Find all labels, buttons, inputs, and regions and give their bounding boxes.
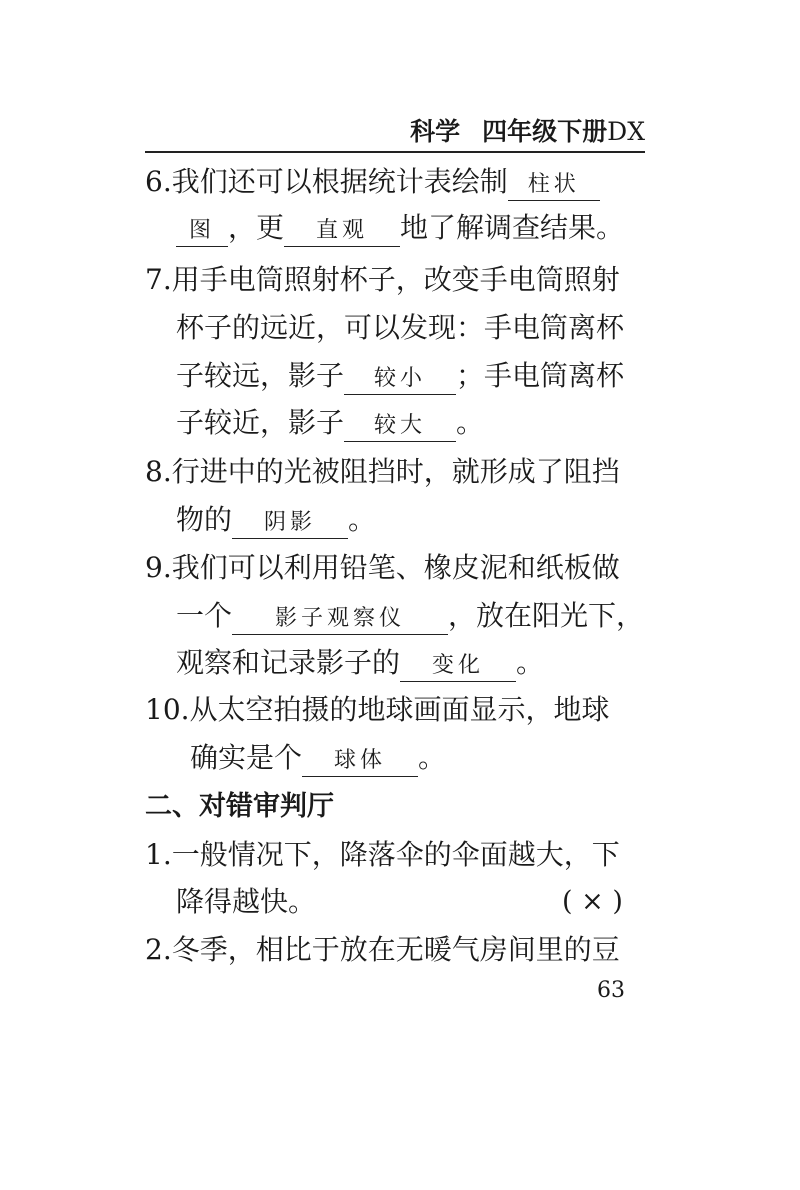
q10-line2 <box>190 740 446 777</box>
tf1-text1: 一般情况下，降落伞的伞面越大，下 <box>171 838 620 871</box>
page-header <box>145 112 645 148</box>
tf1-line1 <box>145 837 620 873</box>
q10-answer: 球体 <box>302 746 418 777</box>
q6-answer2: 直观 <box>284 216 400 247</box>
q9-line1 <box>145 550 620 586</box>
q7-text3a: 子较远，影子 <box>176 359 345 392</box>
q8-text1: 行进中的光被阻挡时，就形成了阻挡 <box>171 455 620 488</box>
tf1-text2: 降得越快。 <box>176 885 317 918</box>
q9-text1: 我们可以利用铅笔、橡皮泥和纸板做 <box>171 551 620 584</box>
q6-number: 6. <box>145 165 172 198</box>
q6-answer1a: 柱状 <box>508 170 600 201</box>
q7-text1: 用手电筒照射杯子，改变手电筒照射 <box>171 263 620 296</box>
q6-answer1b: 图 <box>176 216 228 247</box>
header-subject: 科学 <box>410 117 461 146</box>
q7-line1 <box>145 262 620 298</box>
q10-text2b: 。 <box>418 741 447 774</box>
q8-number: 8. <box>145 455 172 488</box>
q9-answer2: 变化 <box>400 651 516 682</box>
tf1-answer-mark: ( × ) <box>562 886 623 917</box>
q8-line2 <box>176 502 376 539</box>
q9-line3 <box>176 645 544 682</box>
q7-line4 <box>176 405 484 442</box>
header-code: DX <box>607 117 645 146</box>
q8-line1 <box>145 454 620 490</box>
q6-text3: 地了解调查结果。 <box>400 211 625 244</box>
q6-text2: ，更 <box>228 211 285 244</box>
tf1-line2 <box>176 884 316 920</box>
q7-text4b: 。 <box>456 406 485 439</box>
q10-number: 10. <box>145 693 190 726</box>
q7-text4a: 子较近，影子 <box>176 406 345 439</box>
q7-answer2: 较大 <box>344 411 456 442</box>
tf2-number: 2. <box>145 933 172 966</box>
section2-title: 二、对错审判厅 <box>145 791 334 822</box>
q7-text2: 杯子的远近，可以发现：手电筒离杯 <box>176 311 625 344</box>
q7-number: 7. <box>145 263 172 296</box>
q6-line1 <box>145 164 600 201</box>
tf2-line1 <box>145 932 620 968</box>
q8-text2b: 。 <box>348 503 377 536</box>
q9-number: 9. <box>145 551 172 584</box>
q7-text3b: ；手电筒离杯 <box>456 359 625 392</box>
q7-line3 <box>176 358 624 395</box>
q9-text2a: 一个 <box>176 599 233 632</box>
q9-text2b: ，放在阳光下， <box>448 599 645 632</box>
q8-answer: 阴影 <box>232 508 348 539</box>
page-number: 63 <box>597 978 625 1003</box>
q10-line1 <box>145 692 610 728</box>
q9-line2 <box>176 598 644 635</box>
q9-answer1: 影子观察仪 <box>232 604 448 635</box>
q9-text3a: 观察和记录影子的 <box>176 646 401 679</box>
tf2-text1: 冬季，相比于放在无暖气房间里的豆 <box>171 933 620 966</box>
q6-text1: 我们还可以根据统计表绘制 <box>171 165 508 198</box>
q7-line2 <box>176 310 624 346</box>
header-grade: 四年级下册 <box>482 117 608 146</box>
q10-text1: 从太空拍摄的地球画面显示，地球 <box>189 693 610 726</box>
q10-text2a: 确实是个 <box>190 741 303 774</box>
q7-answer1: 较小 <box>344 364 456 395</box>
tf1-number: 1. <box>145 838 172 871</box>
q9-text3b: 。 <box>516 646 545 679</box>
q8-text2a: 物的 <box>176 503 233 536</box>
q6-line2 <box>176 210 624 247</box>
header-rule <box>145 151 645 153</box>
